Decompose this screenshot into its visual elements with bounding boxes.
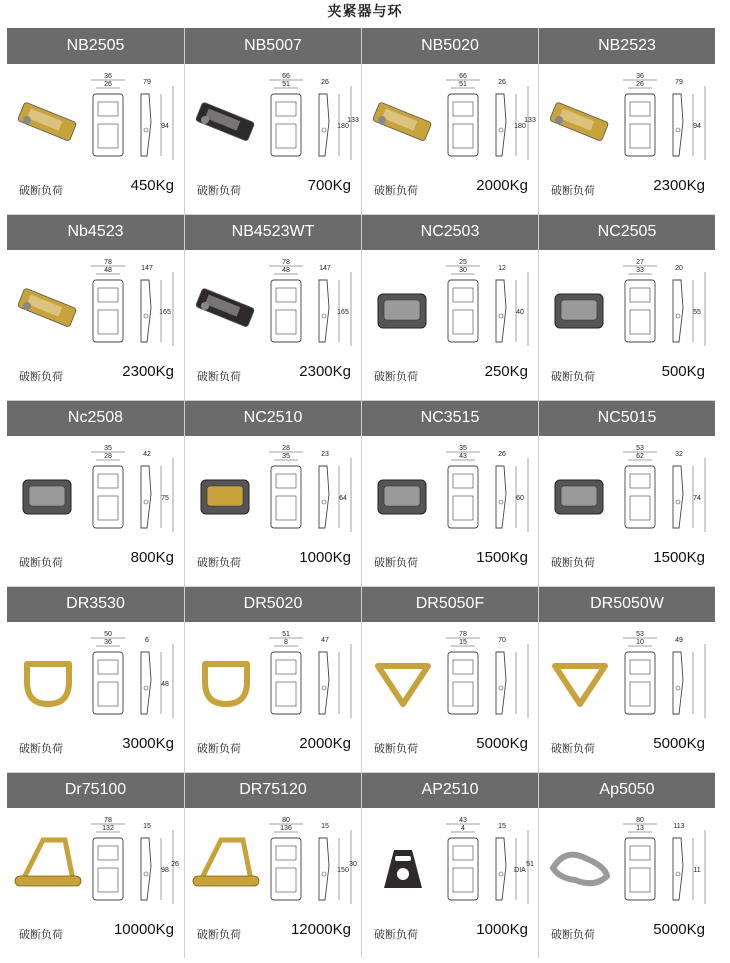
load-label: 破断负荷 (551, 556, 595, 569)
dimension-label: 12 (498, 265, 506, 272)
dimension-label: 26 (104, 81, 112, 88)
dimension-label: 28 (104, 453, 112, 460)
dimension-label: 80 (282, 817, 290, 824)
dimension-label: 147 (319, 265, 331, 272)
dimension-label: 165 (337, 309, 349, 316)
product-model: Nb4523 (7, 214, 184, 250)
dimension-label: 48 (282, 267, 290, 274)
product-cell (361, 214, 538, 400)
dimension-label: 36 (104, 73, 112, 80)
load-label: 破断负荷 (551, 370, 595, 383)
dimension-drawing (617, 72, 711, 176)
product-body (7, 808, 184, 958)
product-model: NB4523WT (185, 214, 361, 250)
dimension-label: 49 (675, 637, 683, 644)
dimension-label: 6 (145, 637, 149, 644)
product-model: AP2510 (362, 772, 538, 808)
product-body (539, 250, 715, 400)
dimension-drawing (617, 258, 711, 362)
dimension-label: 78 (104, 259, 112, 266)
load-label: 破断负荷 (19, 184, 63, 197)
dimension-label: 74 (693, 495, 701, 502)
load-value: 10000Kg (113, 921, 174, 938)
load-value: 500Kg (661, 363, 705, 380)
product-model: NB2505 (7, 28, 184, 64)
dimension-label: 36 (636, 73, 644, 80)
dimension-drawing (263, 630, 357, 734)
product-cell (361, 586, 538, 772)
product-cell (7, 772, 184, 958)
load-label: 破断负荷 (551, 928, 595, 941)
dimension-label: 40 (516, 309, 524, 316)
dimension-label: 48 (161, 681, 169, 688)
load-value: 5000Kg (653, 921, 705, 938)
dimension-label: 27 (636, 259, 644, 266)
dimension-label: 53 (636, 631, 644, 638)
dimension-drawing (85, 444, 179, 548)
product-cell (361, 772, 538, 958)
product-cell (7, 214, 184, 400)
dimension-drawing (617, 630, 711, 734)
product-body (7, 64, 184, 214)
dimension-label: 23 (321, 451, 329, 458)
dimension-label: 51 (526, 861, 534, 868)
product-body (539, 622, 715, 772)
product-cell (184, 400, 361, 586)
dimension-drawing (440, 258, 534, 362)
anchor-plate-dark-icon (368, 828, 438, 908)
dimension-label: 136 (280, 825, 292, 832)
dimension-label: 26 (498, 79, 506, 86)
load-value: 12000Kg (290, 921, 351, 938)
dimension-label: 36 (104, 639, 112, 646)
product-body (362, 436, 538, 586)
dimension-label: 30 (459, 267, 467, 274)
product-body (539, 808, 715, 958)
dimension-label: 42 (143, 451, 151, 458)
dimension-label: 35 (282, 453, 290, 460)
product-model: NB2523 (539, 28, 715, 64)
dimension-label: 47 (321, 637, 329, 644)
dimension-drawing (617, 444, 711, 548)
product-model: NC2510 (185, 400, 361, 436)
load-label: 破断负荷 (19, 556, 63, 569)
dimension-drawing (263, 72, 357, 176)
page-title: 夹紧器与环 (327, 4, 403, 20)
load-value: 1500Kg (653, 549, 705, 566)
dimension-label: 78 (459, 631, 467, 638)
d-ring-gold-icon (13, 642, 83, 722)
load-label: 破断负荷 (374, 184, 418, 197)
product-model: NC2505 (539, 214, 715, 250)
product-model: DR5050F (362, 586, 538, 622)
d-ring-gold-icon (191, 642, 261, 722)
dimension-label: 26 (321, 79, 329, 86)
dimension-label: 32 (675, 451, 683, 458)
load-label: 破断负荷 (374, 928, 418, 941)
product-model: DR75120 (185, 772, 361, 808)
product-cell (538, 214, 715, 400)
product-grid (7, 28, 715, 958)
load-label: 破断负荷 (197, 556, 241, 569)
load-value: 1000Kg (299, 549, 351, 566)
dimension-label: 180 (514, 123, 526, 130)
dimension-label: 8 (284, 639, 288, 646)
product-body (7, 622, 184, 772)
dimension-drawing (85, 816, 179, 920)
product-cell (184, 586, 361, 772)
load-label: 破断负荷 (551, 184, 595, 197)
row-divider (7, 586, 715, 587)
dimension-label: 28 (282, 445, 290, 452)
load-value: 2000Kg (299, 735, 351, 752)
dimension-drawing (440, 72, 534, 176)
delta-ring-gold-icon (545, 642, 615, 722)
product-body (185, 622, 361, 772)
ratchet-buckle-dark-icon (191, 84, 261, 164)
dimension-drawing (263, 258, 357, 362)
dimension-label: 62 (636, 453, 644, 460)
dimension-label: 64 (339, 495, 347, 502)
product-body (539, 436, 715, 586)
dimension-label: 60 (516, 495, 524, 502)
dimension-label: 66 (282, 73, 290, 80)
load-label: 破断负荷 (19, 370, 63, 383)
product-model: NC3515 (362, 400, 538, 436)
dimension-label: 75 (161, 495, 169, 502)
product-cell (184, 772, 361, 958)
dimension-label: 26 (498, 451, 506, 458)
dimension-label: 79 (143, 79, 151, 86)
dimension-drawing (440, 444, 534, 548)
product-model: DR3530 (7, 586, 184, 622)
row-divider (7, 772, 715, 773)
product-body (362, 64, 538, 214)
dimension-label: 35 (459, 445, 467, 452)
dimension-label: 80 (636, 817, 644, 824)
dimension-label: 53 (636, 445, 644, 452)
dimension-label: 51 (282, 81, 290, 88)
product-body (7, 250, 184, 400)
dimension-drawing (440, 816, 534, 920)
dimension-drawing (85, 72, 179, 176)
product-cell (7, 400, 184, 586)
product-cell (361, 28, 538, 214)
dimension-drawing (617, 816, 711, 920)
ratchet-buckle-gold-icon (13, 270, 83, 350)
product-row (7, 772, 715, 958)
product-model: NC2503 (362, 214, 538, 250)
dimension-label: 94 (161, 123, 169, 130)
row-divider (7, 214, 715, 215)
load-value: 3000Kg (122, 735, 174, 752)
dimension-label: 165 (159, 309, 171, 316)
dimension-label: 25 (459, 259, 467, 266)
load-label: 破断负荷 (374, 742, 418, 755)
load-label: 破断负荷 (197, 928, 241, 941)
d-ring-bar-gold-icon (13, 828, 83, 908)
load-label: 破断负荷 (197, 742, 241, 755)
load-value: 450Kg (130, 177, 174, 194)
load-value: 2300Kg (299, 363, 351, 380)
load-value: 2300Kg (122, 363, 174, 380)
product-model: DR5050W (539, 586, 715, 622)
ratchet-buckle-gold-icon (368, 84, 438, 164)
dimension-label: 51 (459, 81, 467, 88)
ratchet-buckle-dark-icon (191, 270, 261, 350)
dimension-label: 147 (141, 265, 153, 272)
product-body (539, 64, 715, 214)
load-label: 破断负荷 (19, 742, 63, 755)
dimension-label: 33 (636, 267, 644, 274)
product-model: Ap5050 (539, 772, 715, 808)
product-body (362, 250, 538, 400)
dimension-label: 15 (498, 823, 506, 830)
product-cell (7, 28, 184, 214)
dimension-label: 51 (282, 631, 290, 638)
product-body (185, 250, 361, 400)
cam-buckle-silver-icon (368, 456, 438, 536)
dimension-drawing (85, 258, 179, 362)
product-cell (7, 586, 184, 772)
product-body (7, 436, 184, 586)
dimension-label: 4 (461, 825, 465, 832)
load-value: 800Kg (130, 549, 174, 566)
dimension-label: 55 (693, 309, 701, 316)
product-body (185, 436, 361, 586)
load-value: 1500Kg (476, 549, 528, 566)
product-cell (361, 400, 538, 586)
dimension-label: 15 (321, 823, 329, 830)
product-model: DR5020 (185, 586, 361, 622)
dimension-label: 20 (675, 265, 683, 272)
dimension-label: 26 (171, 861, 179, 868)
dimension-label: 30 (349, 861, 357, 868)
dimension-label: 43 (459, 817, 467, 824)
cam-buckle-gold-icon (191, 456, 261, 536)
dimension-label: 133 (347, 117, 359, 124)
load-label: 破断负荷 (374, 556, 418, 569)
product-body (362, 622, 538, 772)
dimension-label: 26 (636, 81, 644, 88)
cam-buckle-silver-icon (368, 270, 438, 350)
load-value: 5000Kg (653, 735, 705, 752)
pear-ring-silver-icon (545, 828, 615, 908)
row-divider (7, 400, 715, 401)
dimension-label: 43 (459, 453, 467, 460)
ratchet-buckle-gold-icon (13, 84, 83, 164)
load-label: 破断负荷 (197, 184, 241, 197)
dimension-label: 48 (104, 267, 112, 274)
product-model: NB5020 (362, 28, 538, 64)
product-cell (184, 214, 361, 400)
dimension-label: 70 (498, 637, 506, 644)
dimension-label: 150 (337, 867, 349, 874)
load-value: 2300Kg (653, 177, 705, 194)
dimension-label: 15 (143, 823, 151, 830)
dimension-drawing (263, 444, 357, 548)
product-model: NB5007 (185, 28, 361, 64)
load-value: 250Kg (484, 363, 528, 380)
dimension-label: 113 (673, 823, 685, 830)
dimension-label: 66 (459, 73, 467, 80)
load-value: 1000Kg (476, 921, 528, 938)
product-body (185, 808, 361, 958)
dimension-label: 180 (337, 123, 349, 130)
dimension-label: 78 (104, 817, 112, 824)
product-body (185, 64, 361, 214)
product-model: NC5015 (539, 400, 715, 436)
dimension-label: 79 (675, 79, 683, 86)
product-model: Nc2508 (7, 400, 184, 436)
ratchet-buckle-gold-icon (545, 84, 615, 164)
dimension-drawing (85, 630, 179, 734)
dimension-label: 35 (104, 445, 112, 452)
dimension-drawing (440, 630, 534, 734)
load-value: 2000Kg (476, 177, 528, 194)
product-row (7, 586, 715, 772)
cam-buckle-silver-icon (13, 456, 83, 536)
load-label: 破断负荷 (19, 928, 63, 941)
product-cell (538, 400, 715, 586)
load-label: 破断负荷 (197, 370, 241, 383)
product-model: Dr75100 (7, 772, 184, 808)
load-label: 破断负荷 (374, 370, 418, 383)
dimension-label: 13 (636, 825, 644, 832)
product-row (7, 214, 715, 400)
product-cell (538, 772, 715, 958)
load-label: 破断负荷 (551, 742, 595, 755)
load-value: 5000Kg (476, 735, 528, 752)
dimension-label: 78 (282, 259, 290, 266)
d-ring-bar-gold-icon (191, 828, 261, 908)
load-value: 700Kg (307, 177, 351, 194)
product-row (7, 28, 715, 214)
dimension-drawing (263, 816, 357, 920)
dimension-label: 11 (693, 867, 701, 874)
cam-buckle-silver-icon (545, 456, 615, 536)
delta-ring-gold-icon (368, 642, 438, 722)
dimension-label: 94 (693, 123, 701, 130)
dimension-label: 132 (102, 825, 114, 832)
dimension-label: 15 (459, 639, 467, 646)
dimension-label: 50 (104, 631, 112, 638)
product-row (7, 400, 715, 586)
product-cell (184, 28, 361, 214)
dimension-label: DIA (514, 867, 526, 874)
product-body (362, 808, 538, 958)
product-cell (538, 28, 715, 214)
dimension-label: 98 (161, 867, 169, 874)
cam-buckle-silver-icon (545, 270, 615, 350)
dimension-label: 133 (524, 117, 536, 124)
dimension-label: 10 (636, 639, 644, 646)
product-cell (538, 586, 715, 772)
